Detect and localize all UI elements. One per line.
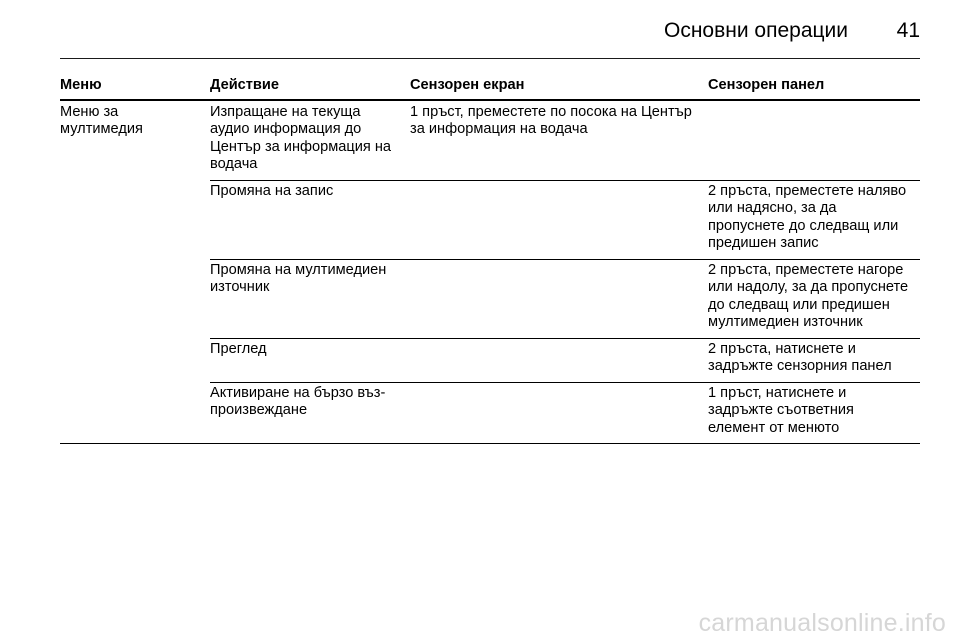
column-header-menu: Меню — [60, 74, 210, 100]
page-header — [60, 16, 920, 46]
table-header-row — [60, 74, 920, 100]
touchscreen-cell — [410, 338, 708, 382]
touchpad-cell: 1 пръст, натиснете и задръжте съответния елемент от менюто — [708, 382, 920, 444]
table-body — [60, 100, 920, 444]
touchpad-cell: 2 пръста, преместете наляво или надясно, за да пропуснете до следващ или предишен запис — [708, 180, 920, 259]
page-title: Основни операции — [663, 19, 848, 42]
page-number: 41 — [896, 19, 920, 42]
touchpad-cell: 2 пръста, натиснете и задръжте сензорния панел — [708, 338, 920, 382]
action-cell: Изпращане на текуща аудио информация до Център за информация на водача — [210, 100, 410, 181]
column-header-touchscreen: Сензорен екран — [410, 74, 708, 100]
touchscreen-cell — [410, 259, 708, 338]
touchscreen-cell — [410, 382, 708, 444]
header-divider — [60, 58, 920, 59]
table-row — [60, 100, 920, 181]
touchscreen-cell: 1 пръст, преместете по посока на Център за информация на водача — [410, 100, 708, 181]
touchscreen-cell — [410, 180, 708, 259]
action-cell: Преглед — [210, 338, 410, 382]
action-cell: Активиране на бързо въз-произвеждане — [210, 382, 410, 444]
menu-cell: Меню за мултимедия — [60, 100, 210, 444]
column-header-touchpad: Сензорен панел — [708, 74, 920, 100]
operations-table — [60, 74, 920, 444]
column-header-action: Действие — [210, 74, 410, 100]
table-header — [60, 74, 920, 100]
action-cell: Промяна на мултимедиен източник — [210, 259, 410, 338]
action-cell: Промяна на запис — [210, 180, 410, 259]
watermark: carmanualsonline.info — [698, 609, 946, 637]
touchpad-cell — [708, 100, 920, 181]
touchpad-cell: 2 пръста, преместете нагоре или надолу, за да пропуснете до следващ или предишен мултимедиен източник — [708, 259, 920, 338]
